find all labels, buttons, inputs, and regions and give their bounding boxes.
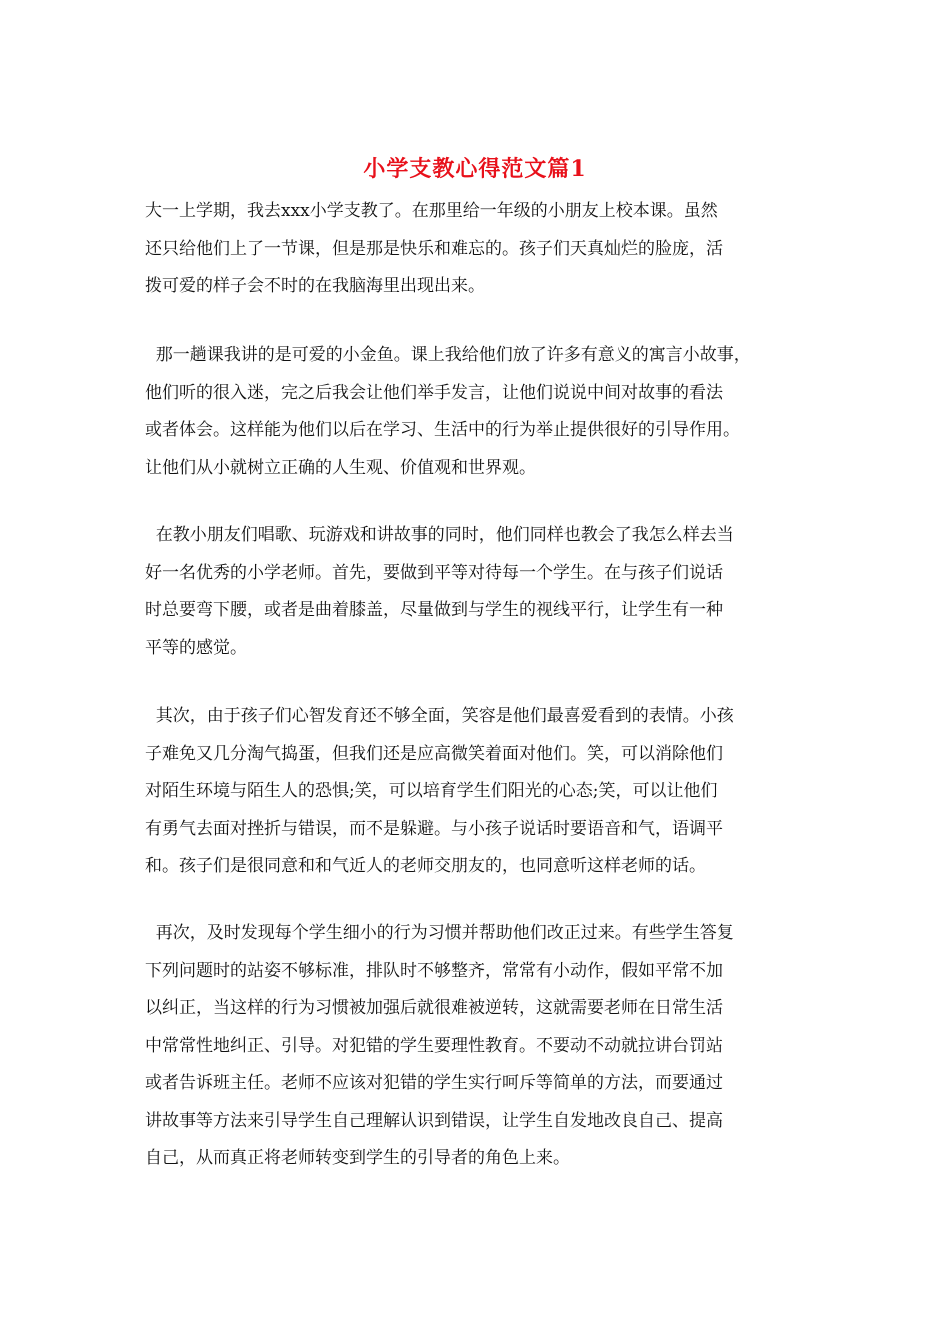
paragraph-1 [145,193,810,306]
paragraph-line: 子难免又几分淘气捣蛋，但我们还是应高微笑着面对他们。笑，可以消除他们 [145,743,723,764]
paragraph-line: 时总要弯下腰，或者是曲着膝盖，尽量做到与学生的视线平行，让学生有一种 [145,600,723,620]
paragraph-line: 和。孩子们是很同意和和气近人的老师交朋友的，也同意听这样老师的话。 [145,856,706,876]
paragraph-4 [145,698,810,886]
paragraph-line: 拨可爱的样子会不时的在我脑海里出现出来。 [145,276,485,296]
paragraph-line: 自己，从而真正将老师转变到学生的引导者的角色上来。 [145,1148,570,1168]
paragraph-line: 中常常性地纠正、引导。对犯错的学生要理性教育。不要动不动就拉讲台罚站 [145,1035,723,1056]
paragraph-line: 或者告诉班主任。老师不应该对犯错的学生实行呵斥等简单的方法，而要通过 [145,1073,723,1093]
paragraph-line: 在教小朋友们唱歌、玩游戏和讲故事的同时，他们同样也教会了我怎么样去当 [145,525,734,545]
paragraph-line: 大一上学期，我去xxx小学支教了。在那里给一年级的小朋友上校本课。虽然 [145,201,718,221]
paragraph-line: 有勇气去面对挫折与错误，而不是躲避。与小孩子说话时要语音和气，语调平 [145,818,723,839]
paragraph-line: 好一名优秀的小学老师。首先，要做到平等对待每一个学生。在与孩子们说话 [145,562,723,583]
paragraph-line: 对陌生环境与陌生人的恐惧;笑，可以培育学生们阳光的心态;笑，可以让他们 [145,781,718,801]
paragraph-line: 他们听的很入迷，完之后我会让他们举手发言，让他们说说中间对故事的看法 [145,382,723,403]
paragraph-line: 或者体会。这样能为他们以后在学习、生活中的行为举止提供很好的引导作用。 [145,420,740,440]
document-title: 小学支教心得范文篇1 [363,156,587,182]
paragraph-line: 再次，及时发现每个学生细小的行为习惯并帮助他们改正过来。有些学生答复 [145,923,734,943]
paragraph-line: 那一趟课我讲的是可爱的小金鱼。课上我给他们放了许多有意义的寓言小故事， [145,345,751,365]
paragraph-line: 其次，由于孩子们心智发育还不够全面，笑容是他们最喜爱看到的表情。小孩 [145,706,734,726]
paragraph-line: 平等的感觉。 [145,637,247,658]
paragraph-line: 让他们从小就树立正确的人生观、价值观和世界观。 [145,457,536,478]
paragraph-line: 讲故事等方法来引导学生自己理解认识到错误，让学生自发地改良自己、提高 [145,1110,723,1131]
paragraph-2 [145,337,810,487]
paragraph-line: 下列问题时的站姿不够标准，排队时不够整齐，常常有小动作，假如平常不加 [145,960,723,981]
paragraph-line: 以纠正，当这样的行为习惯被加强后就很难被逆转，这就需要老师在日常生活 [145,998,723,1018]
paragraph-3 [145,517,810,667]
paragraph-line: 还只给他们上了一节课，但是那是快乐和难忘的。孩子们天真灿烂的脸庞，活 [145,238,723,259]
paragraph-5 [145,915,810,1178]
